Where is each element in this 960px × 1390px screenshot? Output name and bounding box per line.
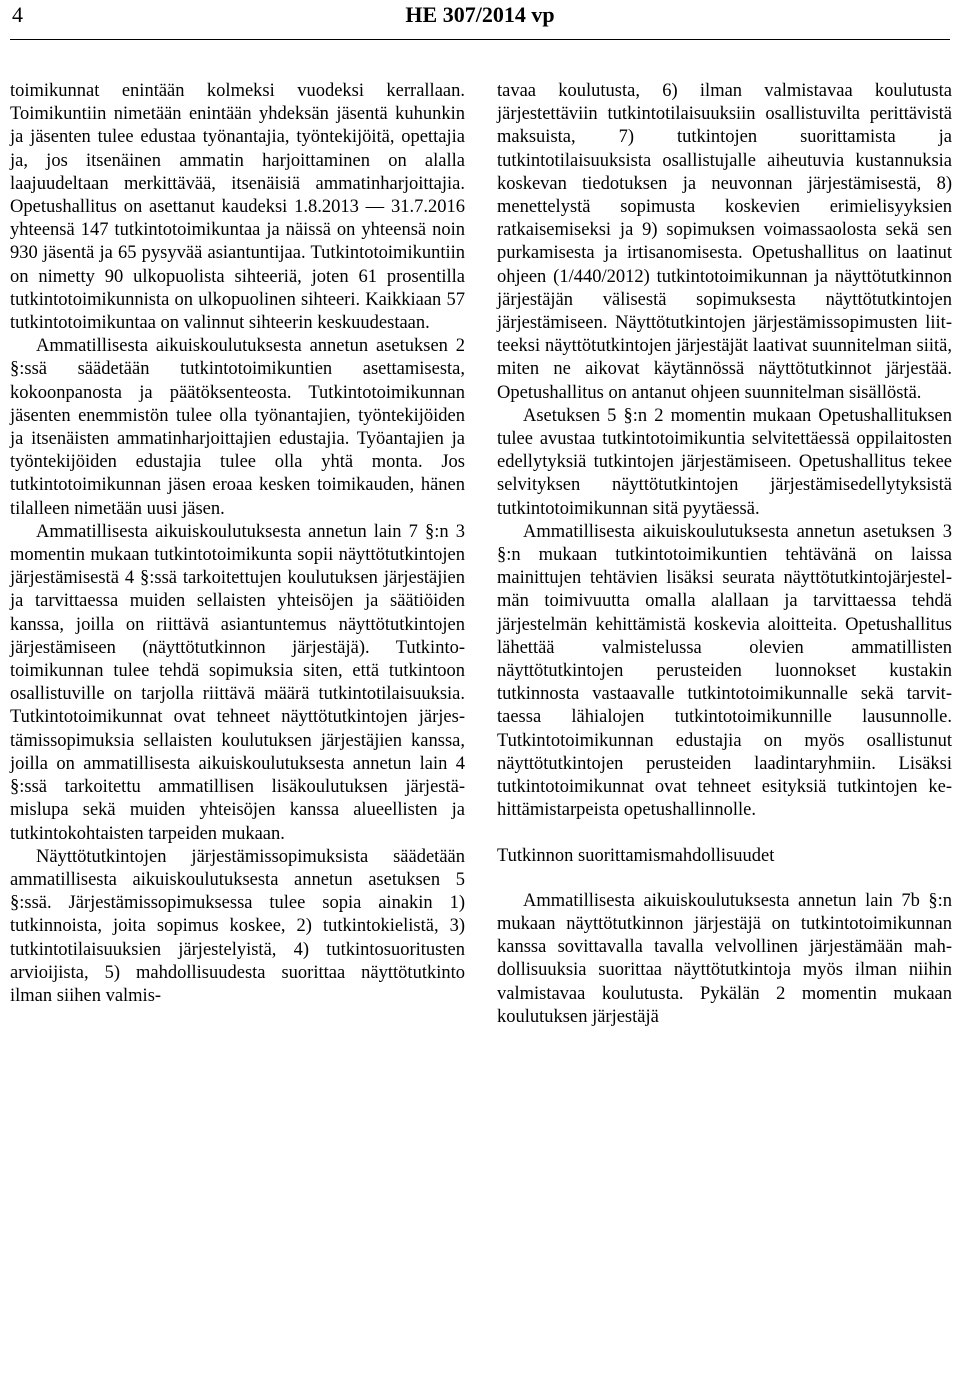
section-heading: Tutkinnon suorittamismahdollisuudet bbox=[497, 845, 775, 866]
paragraph: Näyttötutkintojen järjestämissopimuksista säädetään ammatillisesta aikuiskoulutuksesta annetun asetuksen 5 §:ssä. Järjestämissopimuksessa tulee sopia ainakin 1) tutkinnoista, joita sopimus koskee, 2) tutkintokielistä, 3) tutkintotilaisuuksien järjestelyistä, 4) tutkintosuoritusten arvioijista, 5) mahdollisuudesta suorittaa näyttötutkinto ilman siihen valmis- bbox=[10, 846, 465, 1006]
page-number: 4 bbox=[12, 2, 23, 27]
page-header bbox=[0, 0, 960, 40]
paragraph: tavaa koulutusta, 6) ilman valmistavaa koulutusta järjestettäviin tutkintotilaisuuksiin osallistuvilta perittävistä maksuista, 7) tutkintojen suorittamista ja tutkintotilaisuuksista osallistujalle aiheutuvia kustannuksia koskevan tiedotuksen ja neuvonnan järjestämisestä, 8) menettelystä sopimusta koskevien erimielisyyksien ratkaisemiseksi ja 9) sopimuksen voimassaolosta sekä sen purkamisesta ja irtisanomisesta. Opetushallitus on laatinut ohjeen (1/440/2012) tutkintotoimikunnan ja näyttötutkinnon järjestäjän välisestä sopimuksesta näyttötutkintojen järjestämiseen. Näyttötutkintojen järjestämissopimusten liitteeksi näyttötutkintojen järjestäjät laativat suunnitelman siitä, miten ne aikovat käytännössä näyttötutkinnot järjestää. Opetushallitus on antanut ohjeen suunnitelman sisällöstä. bbox=[497, 81, 952, 403]
left-column bbox=[10, 80, 465, 1008]
paragraph: Ammatillisesta aikuiskoulutuksesta annetun asetuksen 3 §:n mukaan tutkintotoimikuntien tehtävänä on laissa mainittujen tehtävien lisäksi seurata näyttötutkintojärjestelmän toimivuutta omalla alallaan ja tarvittaessa tehdä järjestelmän kehittämistä koskevia aloitteita. Opetushallitus lähettää valmistelussa olevien ammatillisten näyttötutkintojen perusteiden luonnokset kustakin tutkinnosta vastaavalle tutkintotoimikunnalle sekä tarvittaessa lähialojen tutkintotoimikunnille lausunnolle. Tutkintotoimikunnan edustajia on myös osallistunut näyttötutkintojen perusteiden laadintaryhmiin. Lisäksi tutkintotoimikunnat ovat tehneet esityksiä tutkintojen kehittämistarpeista opetushallinnolle. bbox=[497, 521, 952, 821]
document-id: HE 307/2014 vp bbox=[405, 2, 555, 27]
header-rule bbox=[10, 39, 950, 40]
right-column bbox=[497, 80, 952, 1029]
paragraph: Ammatillisesta aikuiskoulutuksesta annetun lain 7b §:n mukaan näyttötutkinnon järjestäjä on tutkintotoimikunnan kanssa sovittavalla tavalla velvollinen järjestämään mahdollisuuksia suorittaa näyttötutkintoja myös ilman niihin valmistavaa koulutusta. Pykälän 2 momentin mukaan koulutuksen järjestäjä bbox=[497, 890, 952, 1027]
paragraph: toimikunnat enintään kolmeksi vuodeksi kerrallaan. Toimikuntiin nimetään enintään yhdeksän jäsentä kuhunkin ja jäsenten tulee edustaa työnantajia, työntekijöitä, opettajia ja, jos itsenäinen ammatin harjoittaminen on alalla laajuudeltaan merkittävää, itsenäisiä ammatinharjoittajia. Opetushallitus on asettanut kaudeksi 1.8.2013 — 31.7.2016 yhteensä 147 tutkintotoimikuntaa ja näissä on yhteensä noin 930 jäsentä ja 65 pysyvää asiantuntijaa. Tutkintotoimikuntiin on nimetty 90 ulkopuolista sihteeriä, joten 61 prosentilla tutkintotoimikunnista on ulkopuolinen sihteeri. Kaikkiaan 57 tutkintotoimikuntaa on valinnut sihteerin keskuudestaan. bbox=[10, 81, 465, 334]
paragraph: Asetuksen 5 §:n 2 momentin mukaan Opetushallituksen tulee avustaa tutkintotoimikuntia selvitettäessä oppilaitosten edellytyksiä tutkintojen järjestämiseen. Opetushallitus tekee selvityksen näyttötutkintojen järjestämisedellytyksistä tutkintotoimikunnan sitä pyytäessä. bbox=[497, 405, 952, 519]
paragraph: Ammatillisesta aikuiskoulutuksesta annetun lain 7 §:n 3 momentin mukaan tutkintotoimikunta sopii näyttötutkintojen järjestämisestä 4 §:ssä tarkoitettujen koulutuksen järjestäjien ja tarvittaessa muiden sellaisten yhteisöjen ja säätiöiden kanssa, joilla on riittävä asiantuntemus näyttötutkintojen järjestämiseen (näyttötutkinnon järjestäjä). Tutkintotoimikunnan tulee tehdä sopimuksia siten, että tutkintoon osallistuville on tarjolla riittävä määrä tutkintotilaisuuksia. Tutkintotoimikunnat ovat tehneet näyttötutkintojen järjestämissopimuksia sellaisten koulutuksen järjestäjien kanssa, joilla on ammatillisesta aikuiskoulutuksesta annetun lain 4 §:ssä tarkoitettu ammatillisen lisäkoulutuksen järjestämislupa sekä muiden yhteisöjen kanssa alueellisten ja tutkintokohtaisten tarpeiden mukaan. bbox=[10, 521, 465, 844]
paragraph: Ammatillisesta aikuiskoulutuksesta annetun asetuksen 2 §:ssä säädetään tutkintotoimikuntien asettamisesta, kokoonpanosta ja päätöksenteosta. Tutkintotoimikunnan jäsenten enemmistön tulee olla työnantajien, työntekijöiden ja itsenäisten ammatinharjoittajien edustajia. Työantajien ja työntekijöiden edustajia tulee olla yhtä monta. Jos tutkintotoimikunnan jäsen eroaa kesken toimikauden, hänen tilalleen nimetään uusi jäsen. bbox=[10, 336, 465, 519]
